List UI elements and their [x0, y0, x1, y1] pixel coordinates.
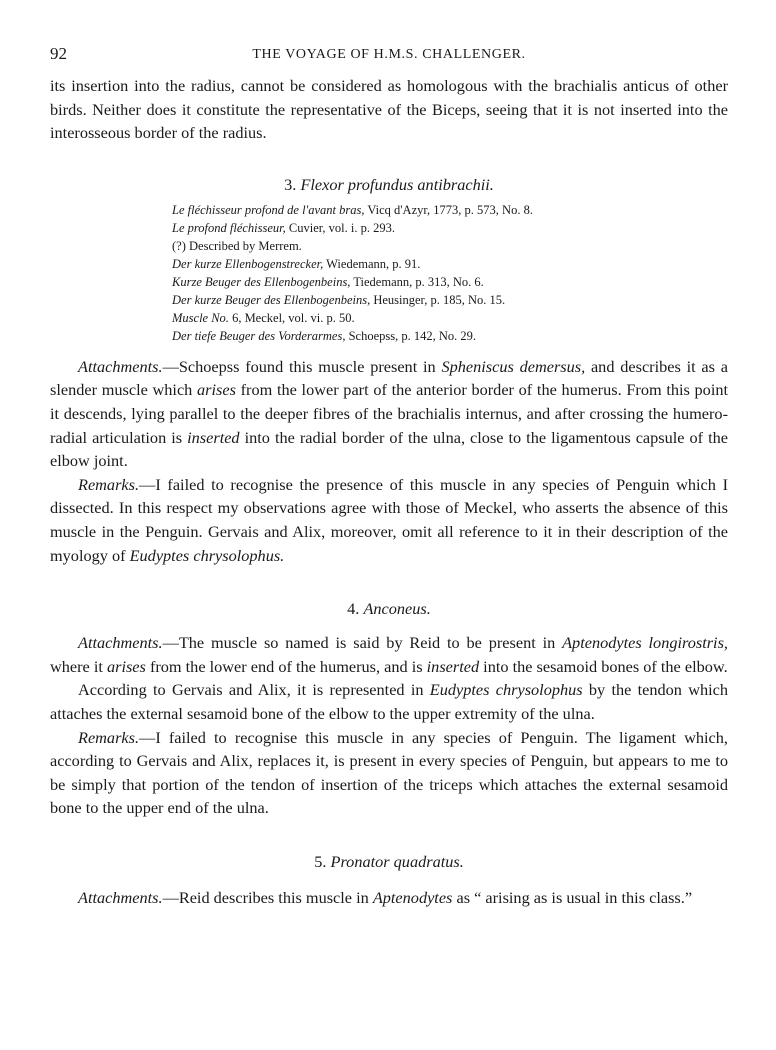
synonym-term: Der tiefe Beuger des Vorderarmes, [172, 328, 346, 343]
body-text: into the radial border of the ulna, close to the ligamentous capsule of the elbow joint. [50, 427, 728, 471]
synonym-item [172, 327, 728, 345]
synonym-item [172, 255, 728, 273]
section-4-heading [50, 597, 728, 621]
synonym-citation: 6, Meckel, vol. vi. p. 50. [228, 310, 355, 325]
body-text: —Schoepss found this muscle present in [162, 356, 442, 376]
species-name: Aptenodytes [372, 887, 453, 907]
body-text: as “ arising as is usual in this class.” [452, 887, 693, 907]
section-5-number: 5. [314, 851, 327, 871]
body-text: —Reid describes this muscle in [162, 887, 373, 907]
attachments-label: Attachments. [78, 356, 163, 376]
body-text: where it [50, 656, 107, 676]
section-5-attachments [50, 886, 728, 910]
section-4-remarks [50, 726, 728, 820]
attachments-label: Attachments. [78, 633, 163, 653]
synonym-term: Muscle No. [172, 310, 229, 325]
species-name: Spheniscus demersus, [441, 356, 586, 376]
running-head [50, 44, 728, 70]
section-3-heading [50, 173, 728, 197]
synonym-citation: Cuvier, vol. i. p. 293. [285, 220, 395, 235]
synonym-item [172, 201, 728, 219]
section-3-number: 3. [284, 174, 297, 194]
species-name: Aptenodytes longirostris, [562, 633, 728, 653]
section-5-title: Pronator quadratus. [330, 851, 464, 871]
emphasis-term: inserted [187, 427, 240, 447]
emphasis-term: inserted [426, 656, 480, 676]
section-3-title: Flexor profundus antibrachii. [300, 174, 494, 194]
body-text: —The muscle so named is said by Reid to be present in [162, 633, 563, 653]
section-4-title: Anconeus. [363, 599, 431, 619]
species-name: Eudyptes chrysolophus [429, 680, 583, 700]
emphasis-term: arises [197, 380, 236, 400]
synonym-item [172, 273, 728, 291]
synonym-citation: Tiedemann, p. 313, No. 6. [350, 274, 484, 289]
section-4-number: 4. [347, 599, 360, 619]
synonym-item [172, 237, 728, 255]
body-text: According to Gervais and Alix, it is represented in [78, 680, 430, 700]
section-5-heading [50, 850, 728, 874]
body-text: into the sesamoid bones of the elbow. [479, 656, 728, 676]
synonym-citation: (?) Described by Merrem. [172, 238, 302, 253]
section-3-remarks [50, 473, 728, 567]
body-text: —I failed to recognise this muscle in any species of Penguin. The ligament which, according to Gervais and Alix, replaces it, is present in every species of Penguin, but appears to me to be simply that portion of the tendon of insertion of the triceps which attaches the external sesamoid bone to the upper end of the ulna. [50, 727, 728, 818]
species-name: Eudyptes chrysolophus. [129, 545, 285, 565]
synonym-term: Le fléchisseur profond de l'avant bras, [172, 202, 365, 217]
intro-paragraph: its insertion into the radius, cannot be considered as homologous with the brachialis anticus of other birds. Neither does it constitute the representative of the Biceps, seeing that it is not inserted into the interosseous border of the radius. [50, 76, 728, 143]
remarks-label: Remarks. [78, 474, 140, 494]
synonym-citation: Schoepss, p. 142, No. 29. [345, 328, 477, 343]
body-text: —I failed to recognise the presence of this muscle in any species of Penguin which I dissected. In this respect my observations agree with those of Meckel, who asserts the absence of this muscle in the Penguin. Gervais and Alix, moreover, omit all reference to it in their description of the myology of [50, 474, 728, 565]
section-4-gervais-paragraph [50, 678, 728, 725]
section-3-attachments [50, 355, 728, 473]
synonym-term: Der kurze Ellenbogenstrecker, [172, 256, 324, 271]
body-text: from the lower part of the anterior border of the humerus. From this point it descends, lying parallel to the deeper fibres of the brachialis internus, and after crossing the humero-radial articulation is [50, 380, 729, 447]
synonym-citation: Vicq d'Azyr, 1773, p. 573, No. 8. [364, 202, 533, 217]
document-page [50, 44, 728, 909]
emphasis-term: arises [106, 656, 146, 676]
synonym-term: Der kurze Beuger des Ellenbogenbeins, [172, 292, 371, 307]
body-text: from the lower end of the humerus, and is [145, 656, 427, 676]
synonym-item [172, 291, 728, 309]
body-text: and describes it as a slender muscle which [50, 356, 729, 400]
section-3-synonym-list [172, 201, 728, 345]
synonym-item [172, 309, 728, 327]
running-title: THE VOYAGE OF H.M.S. CHALLENGER. [252, 47, 526, 62]
synonym-item [172, 219, 728, 237]
section-4-attachments [50, 631, 728, 678]
body-text: by the tendon which attaches the external sesamoid bone of the elbow to the upper extremity of the ulna. [50, 680, 729, 723]
page-number: 92 [50, 44, 67, 63]
synonym-term: Kurze Beuger des Ellenbogenbeins, [172, 274, 351, 289]
attachments-label: Attachments. [78, 887, 163, 907]
remarks-label: Remarks. [78, 727, 140, 747]
synonym-citation: Heusinger, p. 185, No. 15. [370, 292, 506, 307]
synonym-citation: Wiedemann, p. 91. [323, 256, 421, 271]
synonym-term: Le profond fléchisseur, [172, 220, 286, 235]
